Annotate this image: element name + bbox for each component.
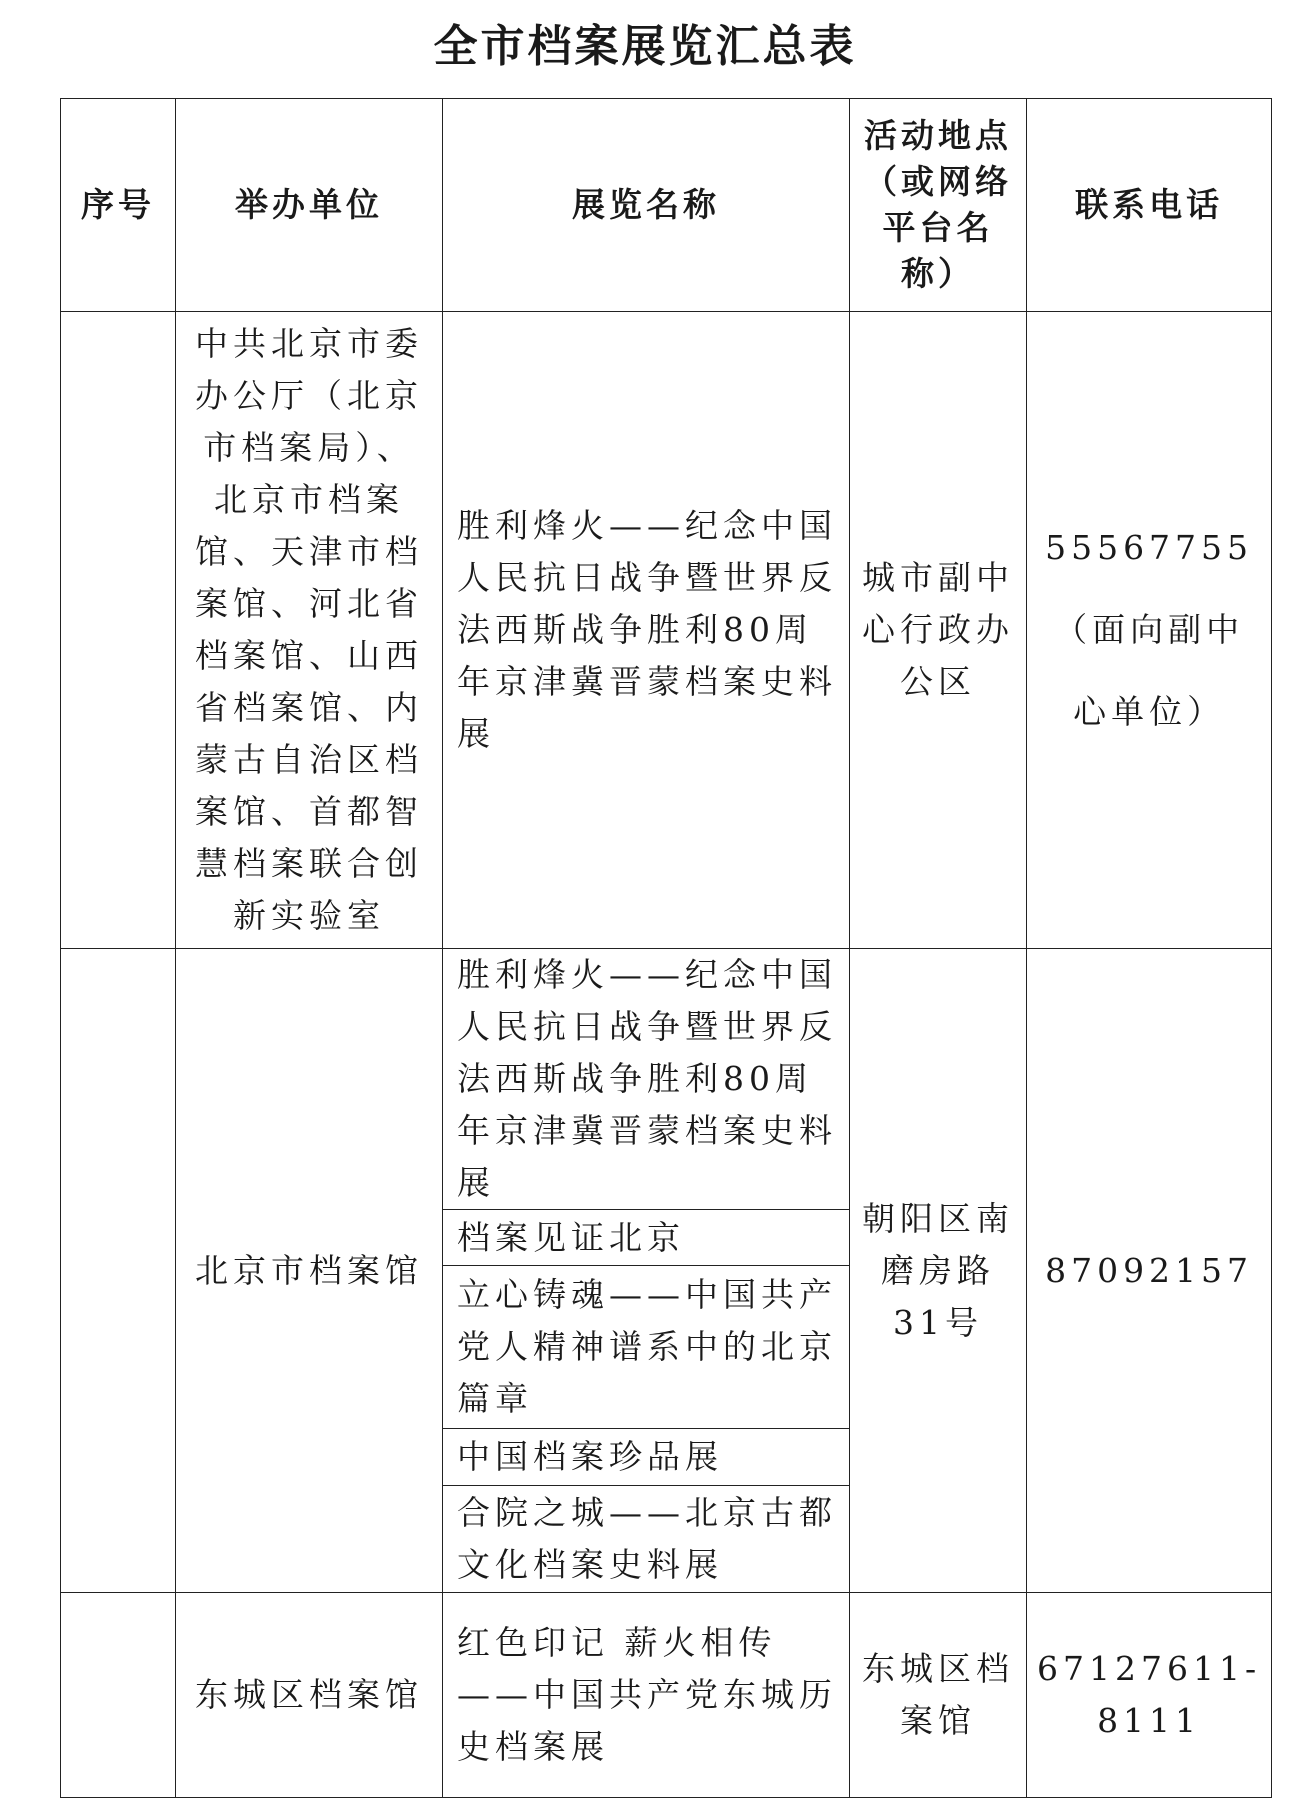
table-row — [61, 1593, 1272, 1798]
row-exhibition: 胜利烽火——纪念中国人民抗日战争暨世界反法西斯战争胜利80周年京津冀晋蒙档案史料展 — [443, 949, 850, 1210]
header-seq: 序号 — [61, 99, 176, 312]
page-title: 全市档案展览汇总表 — [433, 21, 857, 72]
row-exhibition: 立心铸魂——中国共产党人精神谱系中的北京篇章 — [443, 1266, 850, 1429]
row-location: 东城区档案馆 — [850, 1593, 1027, 1798]
row-phone: 87092157 — [1027, 949, 1272, 1593]
row-exhibition: 合院之城——北京古都文化档案史料展 — [443, 1486, 850, 1593]
row-phone: 55567755（面向副中心单位） — [1027, 312, 1272, 949]
row-organizer: 北京市档案馆 — [176, 949, 443, 1593]
header-location: 活动地点（或网络平台名称） — [850, 99, 1027, 312]
table-row — [61, 312, 1272, 949]
header-exhibition: 展览名称 — [443, 99, 850, 312]
row-location: 城市副中心行政办公区 — [850, 312, 1027, 949]
row-exhibition: 档案见证北京 — [443, 1210, 850, 1266]
header-organizer: 举办单位 — [176, 99, 443, 312]
row-phone: 67127611-8111 — [1027, 1593, 1272, 1798]
exhibition-table — [60, 98, 1272, 1798]
row-organizer: 东城区档案馆 — [176, 1593, 443, 1798]
row-seq — [61, 1593, 176, 1798]
header-phone: 联系电话 — [1027, 99, 1272, 312]
row-exhibition: 中国档案珍品展 — [443, 1429, 850, 1486]
row-seq — [61, 312, 176, 949]
row-organizer: 中共北京市委办公厅（北京市档案局）、北京市档案馆、天津市档案馆、河北省档案馆、山西省档案馆、内蒙古自治区档案馆、首都智慧档案联合创新实验室 — [176, 312, 443, 949]
row-seq — [61, 949, 176, 1593]
table-row — [61, 949, 1272, 1210]
row-exhibition: 红色印记 薪火相传——中国共产党东城历史档案展 — [443, 1593, 850, 1798]
table-header-row — [61, 99, 1272, 312]
row-exhibition: 胜利烽火——纪念中国人民抗日战争暨世界反法西斯战争胜利80周年京津冀晋蒙档案史料展 — [443, 312, 850, 949]
row-location: 朝阳区南磨房路31号 — [850, 949, 1027, 1593]
